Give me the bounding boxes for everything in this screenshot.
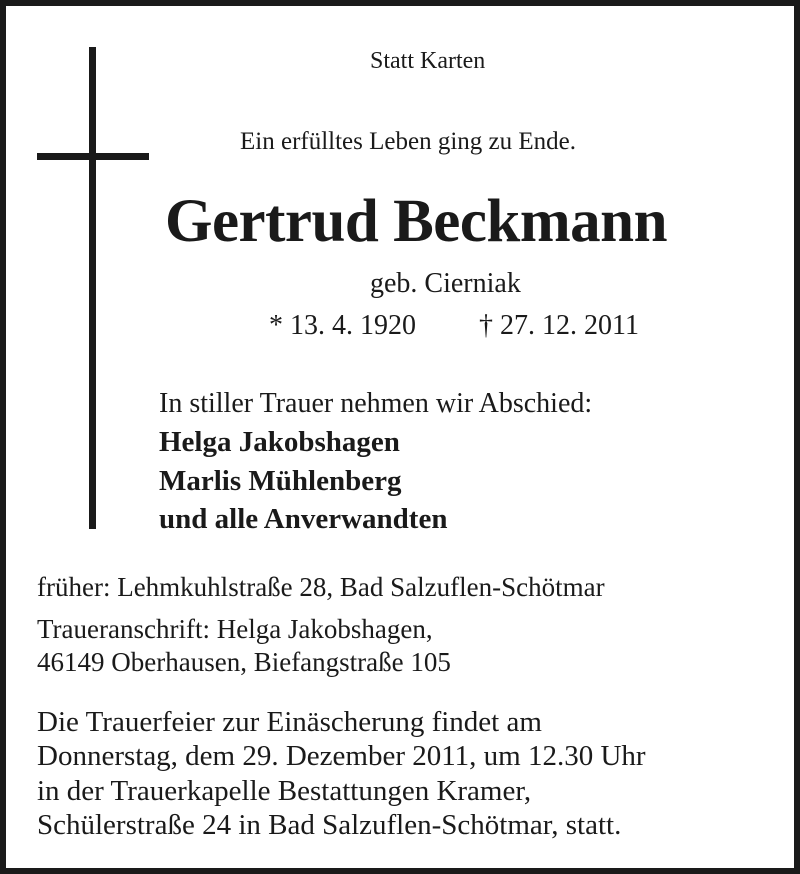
intro-line: Ein erfülltes Leben ging zu Ende. xyxy=(240,128,576,155)
death-date: † 27. 12. 2011 xyxy=(479,310,639,341)
mourner-name: Marlis Mühlenberg xyxy=(159,465,402,497)
birth-name: geb. Cierniak xyxy=(370,268,521,299)
mourning-address-line: Traueranschrift: Helga Jakobshagen, xyxy=(37,614,433,644)
mourners-intro: In stiller Trauer nehmen wir Abschied: xyxy=(159,388,593,419)
mourner-name: Helga Jakobshagen xyxy=(159,426,400,458)
mourning-address-line: 46149 Oberhausen, Biefangstraße 105 xyxy=(37,647,451,677)
deceased-name: Gertrud Beckmann xyxy=(165,188,668,255)
former-address: früher: Lehmkuhlstraße 28, Bad Salzuflen-Schötmar xyxy=(37,572,605,602)
ceremony-line: in der Trauerkapelle Bestattungen Kramer, xyxy=(37,775,532,807)
cross-icon xyxy=(89,47,96,529)
statt-karten-note: Statt Karten xyxy=(370,48,486,74)
cross-icon-beam xyxy=(37,153,149,160)
ceremony-line: Die Trauerfeier zur Einäscherung findet am xyxy=(37,706,542,738)
ceremony-line: Schülerstraße 24 in Bad Salzuflen-Schötmar, statt. xyxy=(37,809,622,841)
mourner-name: und alle Anverwandten xyxy=(159,503,448,535)
birth-date: * 13. 4. 1920 xyxy=(269,310,416,341)
ceremony-line: Donnerstag, dem 29. Dezember 2011, um 12.30 Uhr xyxy=(37,740,646,772)
